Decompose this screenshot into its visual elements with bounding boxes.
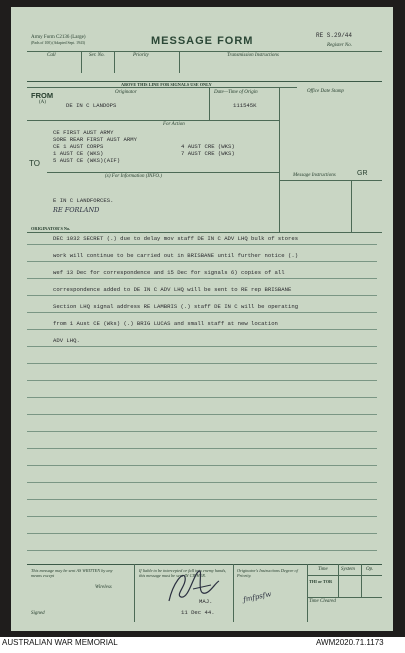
divider: [27, 232, 382, 233]
footer-written-label: This message may be sent AS WRITTEN by any means except: [31, 568, 113, 578]
from-sub-label: (A): [39, 100, 46, 105]
message-line-1: DEC 1032 SECRET (.) due to delay mov staff DE IN C ADV LHQ bulk of stores: [53, 235, 299, 242]
message-form-sheet: [11, 7, 393, 631]
footer-enemy-label: If liable to be intercepted or fall into enemy hands, this message must be sent IN CIPHER.: [139, 568, 227, 578]
from-label: FROM: [31, 91, 54, 100]
army-form-label: Army Form C2136 (Large): [31, 35, 86, 40]
action-address-1: CE FIRST AUST ARMY: [53, 129, 114, 136]
divider: [307, 597, 382, 598]
divider: [279, 87, 280, 232]
originators-no-label: ORIGINATOR'S No.: [31, 226, 71, 231]
for-information-label: (x) For Information (INFO.): [105, 174, 162, 179]
ruled-line: [27, 516, 377, 517]
dto-label: Date—Time of Origin: [214, 90, 258, 95]
signature-scribble: [159, 565, 229, 607]
priority-label: Priority: [133, 53, 149, 58]
ruled-line: [27, 329, 377, 330]
transmission-label: Transmission Instructions: [227, 53, 279, 58]
ruled-line: [27, 465, 377, 466]
message-line-4: correspondence added to DE IN C ADV LHQ will be sent to RE rep BRISBANE: [53, 286, 292, 293]
handwritten-note: RE FORLAND: [53, 206, 100, 214]
action-address-5: 5 AUST CE (WKS)(AIF): [53, 157, 121, 164]
ruled-line: [27, 312, 377, 313]
footer-wireless-label: Wireless: [95, 585, 112, 590]
ser-no-label: Ser. No.: [89, 53, 105, 58]
divider: [307, 575, 382, 576]
signed-label: Signed: [31, 611, 45, 616]
action-address-6: 4 AUST CRE (WKS): [181, 143, 235, 150]
ruled-line: [27, 533, 377, 534]
gr-label: GR: [357, 170, 368, 177]
ruled-line: [27, 414, 377, 415]
system-label: System: [341, 567, 355, 572]
divider: [134, 564, 135, 622]
divider: [279, 180, 382, 181]
ruled-line: [27, 295, 377, 296]
divider: [307, 564, 308, 622]
divider: [338, 564, 339, 597]
divider: [351, 180, 352, 232]
signed-date: 11 Dec 44.: [181, 609, 215, 616]
divider: [209, 87, 210, 121]
ruled-line: [27, 431, 377, 432]
divider: [27, 120, 279, 121]
divider: [47, 172, 279, 173]
originator-value: DE IN C LANDOPS: [66, 102, 117, 109]
divider: [179, 51, 180, 73]
message-line-7: ADV LHQ.: [53, 337, 80, 344]
divider: [233, 564, 234, 622]
originator-label: Originator: [115, 90, 137, 95]
signed-rank: MAJ.: [199, 598, 213, 605]
info-address: E IN C LANDFORCES.: [53, 197, 114, 204]
action-address-2: SORE REAR FIRST AUST ARMY: [53, 136, 137, 143]
thi-label: THI or TOR: [309, 579, 333, 584]
form-title: MESSAGE FORM: [151, 35, 254, 47]
ruled-line: [27, 380, 377, 381]
message-line-2: work will continue to be carried out in BRISBANE until further notice (.): [53, 252, 299, 259]
ruled-line: [27, 448, 377, 449]
message-line-3: wef 13 Dec for correspondence and 15 Dec for signals 6) copies of all: [53, 269, 285, 276]
ruled-line: [27, 278, 377, 279]
footer-accession-number: AWM2020.71.1173: [316, 638, 384, 647]
reference-number: RE S.29/44: [316, 32, 353, 39]
ruled-line: [27, 397, 377, 398]
handwritten-initials: ƒmfpsfw: [242, 590, 273, 604]
message-instructions-label: Message Instructions: [293, 173, 336, 178]
ruled-line: [27, 346, 377, 347]
divider: [361, 564, 362, 597]
ruled-line: [27, 499, 377, 500]
above-line-label: ABOVE THIS LINE FOR SIGNALS USE ONLY: [121, 82, 212, 87]
footer-orig-instr-label: Originator's Instructions Degree of Priority.: [237, 568, 298, 578]
army-form-sub: (Pads of 100) (Adapted Sept. 1943): [31, 41, 85, 45]
divider: [27, 87, 297, 88]
message-line-6: from 1 Aust CE (Wks) (.) BRIG LUCAS and small staff at new location: [53, 320, 278, 327]
to-label: TO: [29, 159, 40, 168]
divider: [81, 51, 82, 73]
ruled-line: [27, 261, 377, 262]
ruled-line: [27, 363, 377, 364]
action-address-4: 1 AUST CE (WKS): [53, 150, 104, 157]
action-address-3: CE 1 AUST CORPS: [53, 143, 104, 150]
office-date-stamp-label: Office Date Stamp: [307, 89, 344, 94]
time-label: Time: [318, 567, 328, 572]
action-address-7: 7 AUST CRE (WKS): [181, 150, 235, 157]
op-label: Op.: [366, 567, 374, 572]
register-no-label: Register No.: [327, 43, 352, 48]
ruled-line: [27, 244, 377, 245]
message-line-5: Section LHQ signal address RE LAMBRIS (.) staff DE IN C will be operating: [53, 303, 299, 310]
call-label: Call: [47, 53, 56, 58]
ruled-line: [27, 550, 377, 551]
for-action-label: For Action: [163, 122, 185, 127]
time-cleared-label: Time Cleared: [309, 599, 336, 604]
ruled-line: [27, 482, 377, 483]
dto-value: 111545K: [233, 102, 257, 109]
footer-institution: AUSTRALIAN WAR MEMORIAL: [2, 638, 118, 647]
divider: [114, 51, 115, 73]
